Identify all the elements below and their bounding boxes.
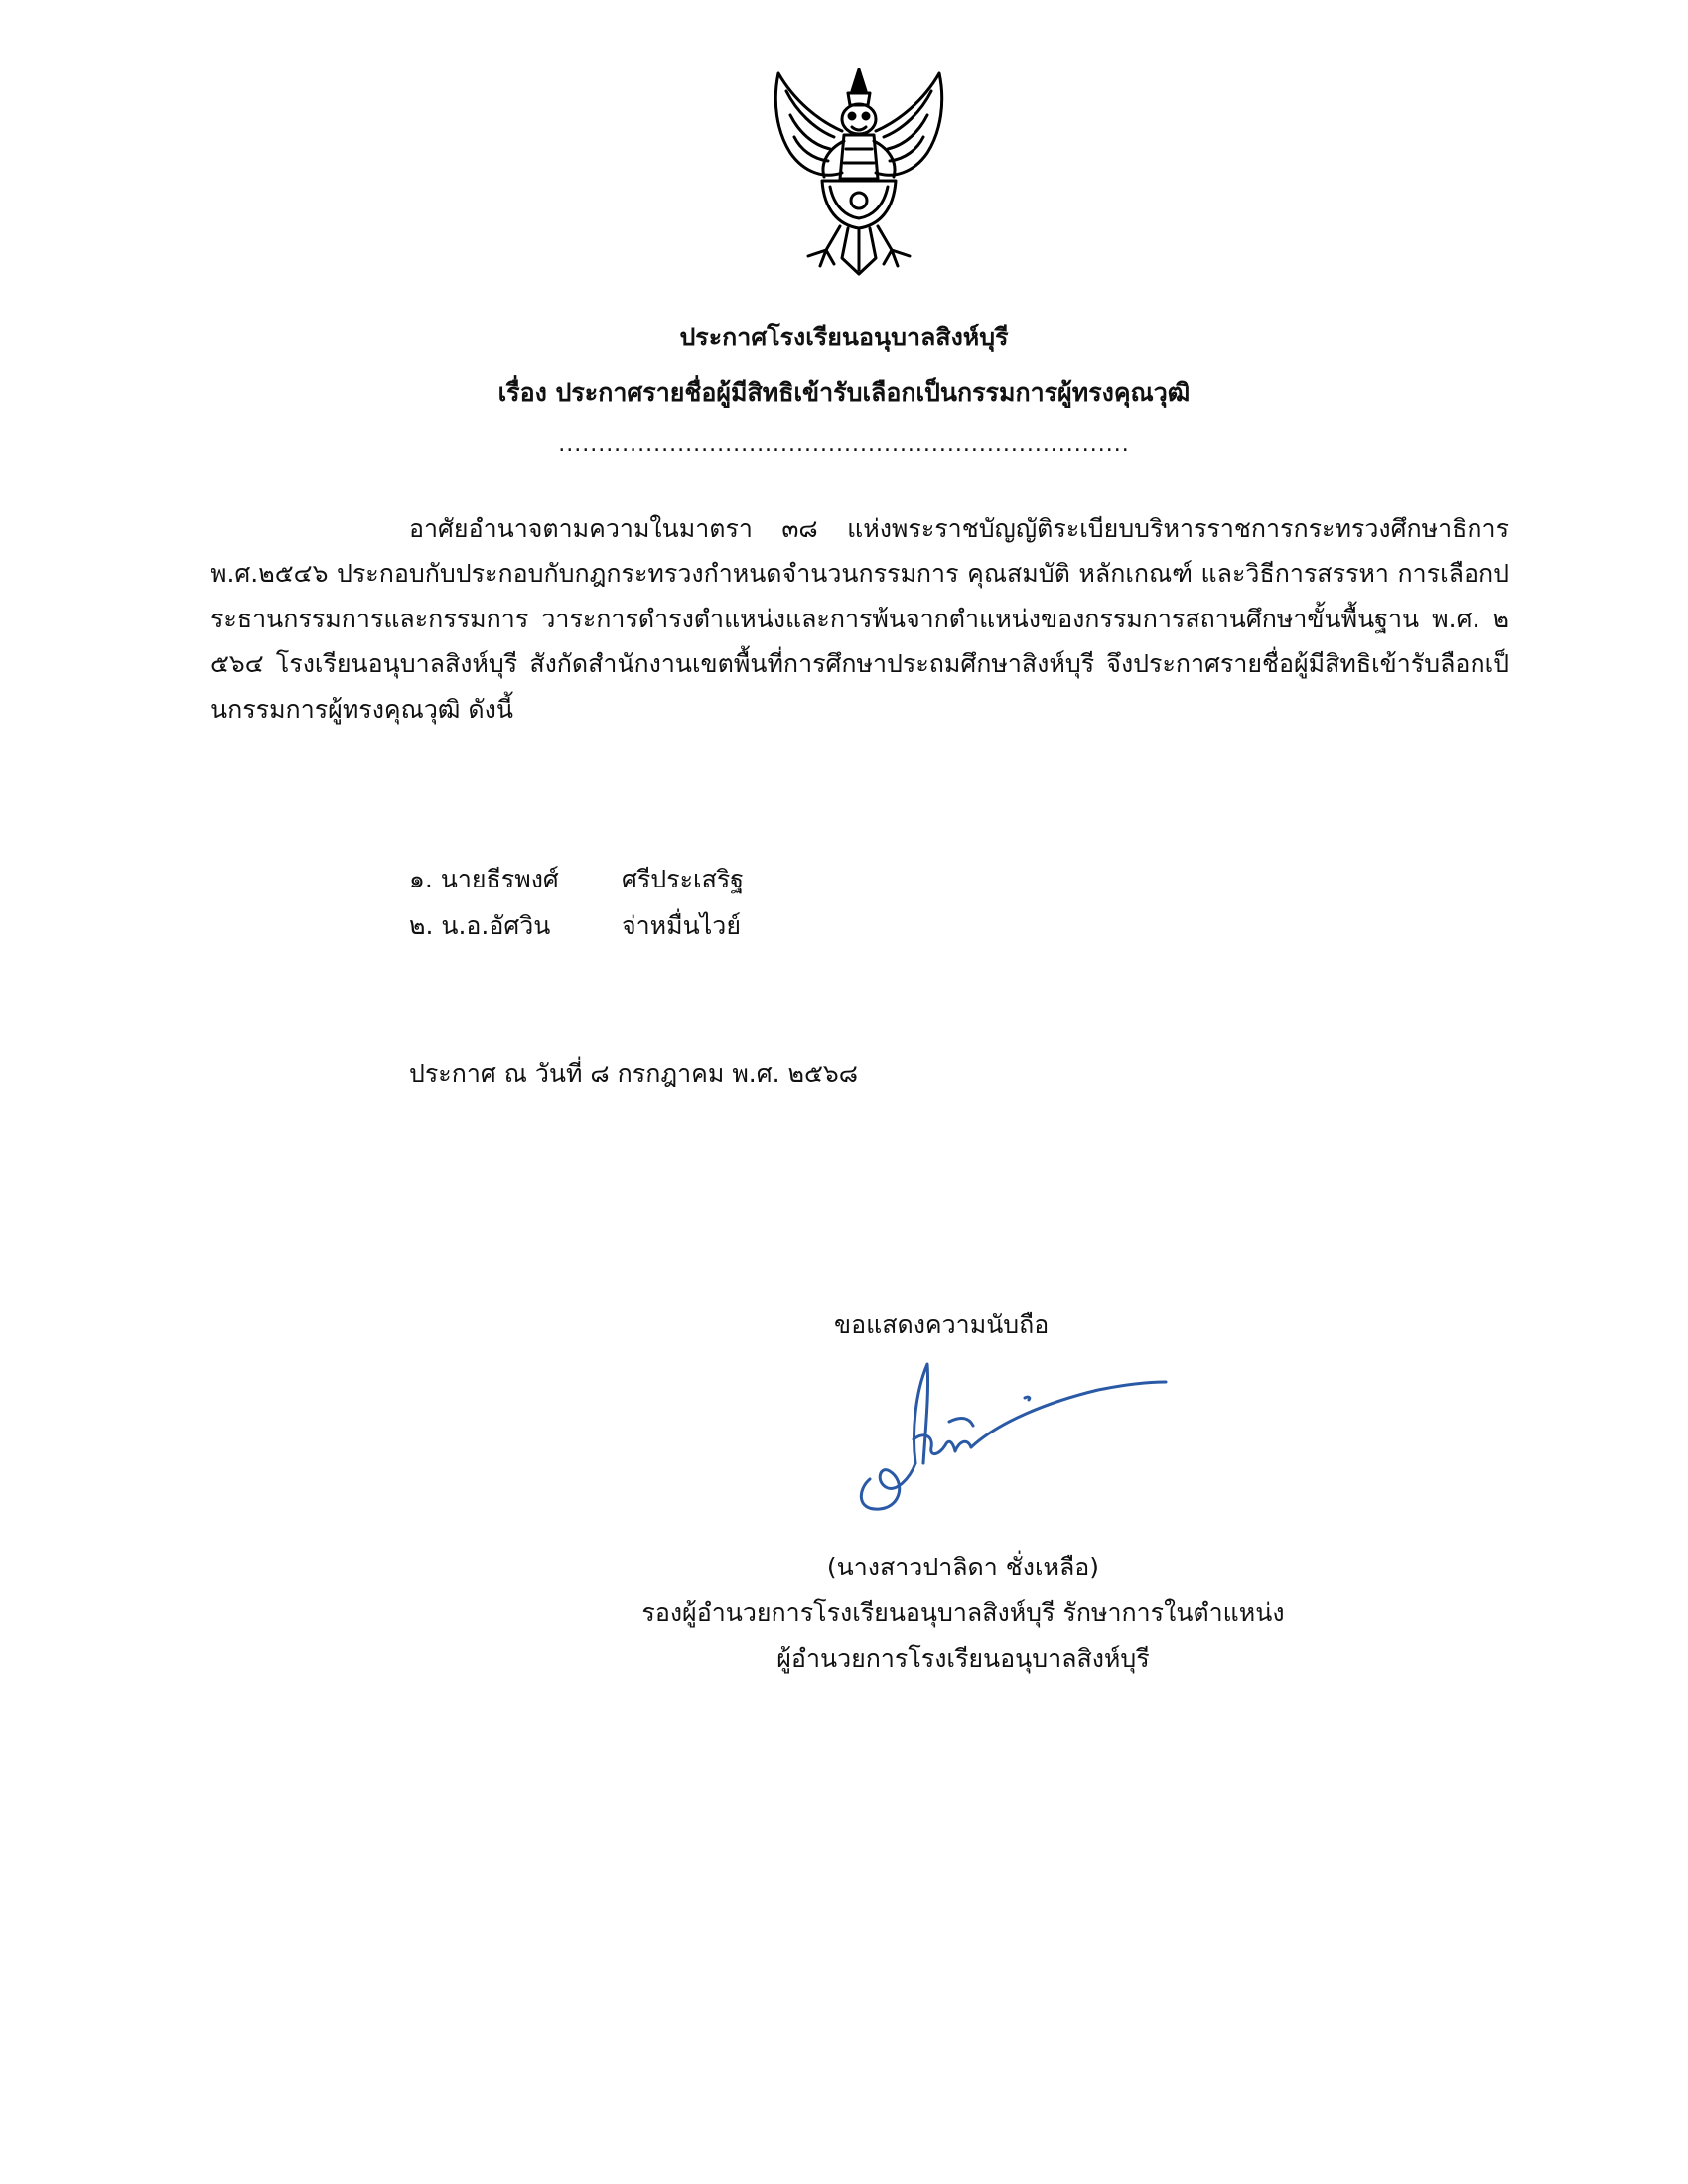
body-paragraph: อาศัยอำนาจตามความในมาตรา ๓๘ แห่งพระราชบัญญัติระเบียบบริหารราชการกระทรวงศึกษาธิการ พ.ศ.๒๕๔๖ ประกอบกับประกอบกับกฎกระทรวงกำหนดจำนวนกรรมการ คุณสมบัติ หลักเกณฑ์ และวิธีการสรรหา การเลือกประธานกรรมการและกรรมการ วาระการดำรงตำแหน่งและการพ้นจากตำแหน่งของกรรมการสถานศึกษาขั้นพื้นฐาน พ.ศ. ๒๕๖๔ โรงเรียนอนุบาลสิงห์บุรี สังกัดสำนักงานเขตพื้นที่การศึกษาประถมศึกษาสิงห์บุรี จึงประกาศรายชื่อผู้มีสิทธิเข้ารับลือกเป็นกรรมการผู้ทรงคุณวุฒิ ดังนี้ [211,514,1509,724]
announcement-title: ประกาศโรงเรียนอนุบาลสิงห์บุรี [679,323,1009,351]
garuda-emblem-icon [765,62,953,280]
handwritten-signature-icon [850,1352,1178,1521]
signatory-position: รองผู้อำนวยการโรงเรียนอนุบาลสิงห์บุรี รักษาการในตำแหน่ง [641,1598,1285,1627]
name-last: ศรีประเสริฐ [622,865,745,893]
signatory-name: (นางสาวปาลิดา ชั่งเหลือ) [826,1553,1100,1581]
dotted-divider: ........................................................................ [558,432,1130,457]
name-list [409,856,744,949]
list-item [409,856,744,902]
announcement-date: ประกาศ ณ วันที่ ๘ กรกฎาคม พ.ศ. ๒๕๖๘ [409,1059,859,1088]
name-first: ๑. นายธีรพงศ์ [409,865,559,893]
name-first: ๒. น.อ.อัศวิน [409,911,551,940]
announcement-subject: เรื่อง ประกาศรายชื่อผู้มีสิทธิเข้ารับเลือกเป็นกรรมการผู้ทรงคุณวุฒิ [497,378,1191,407]
name-last: จ่าหมื่นไวย์ [622,911,741,940]
signatory-title: ผู้อำนวยการโรงเรียนอนุบาลสิงห์บุรี [776,1644,1150,1673]
closing-salutation: ขอแสดงความนับถือ [834,1310,1050,1339]
list-item [409,902,744,949]
